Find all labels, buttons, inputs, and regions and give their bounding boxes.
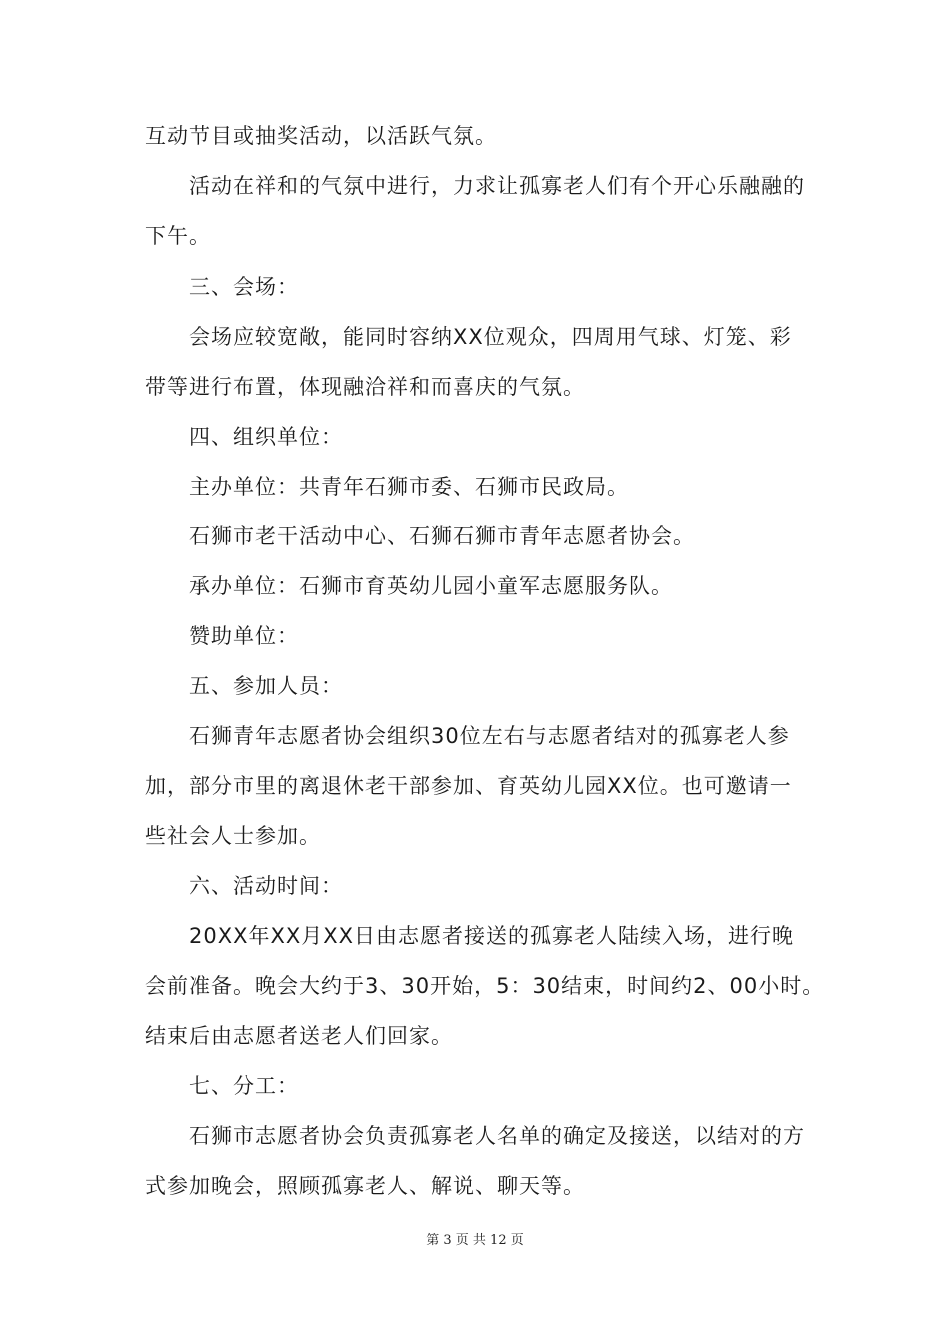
paragraph-line: 些社会人士参加。 [145, 824, 321, 848]
paragraph-line: 活动在祥和的气氛中进行，力求让孤寡老人们有个开心乐融融的 [189, 174, 805, 198]
page-number-footer: 第 3 页 共 12 页 [426, 1233, 524, 1248]
paragraph-line: 互动节目或抽奖活动，以活跃气氛。 [145, 124, 497, 148]
section-heading: 六、活动时间： [189, 874, 343, 898]
paragraph-line: 带等进行布置，体现融洽祥和而喜庆的气氛。 [145, 375, 585, 399]
paragraph-line: 石狮市老干活动中心、石狮石狮市青年志愿者协会。 [189, 524, 695, 548]
section-heading: 三、会场： [189, 275, 299, 299]
paragraph-line: 20XX年XX月XX日由志愿者接送的孤寡老人陆续入场，进行晚 [189, 924, 795, 948]
paragraph-line: 会场应较宽敞，能同时容纳XX位观众，四周用气球、灯笼、彩 [189, 325, 792, 349]
paragraph-line: 下午。 [145, 224, 211, 248]
section-heading: 五、参加人员： [189, 674, 343, 698]
paragraph-line: 赞助单位： [189, 624, 299, 648]
section-heading: 四、组织单位： [189, 425, 343, 449]
paragraph-line: 石狮青年志愿者协会组织30位左右与志愿者结对的孤寡老人参 [189, 724, 790, 748]
paragraph-line: 会前准备。晚会大约于3、30开始，5：30结束，时间约2、00小时。 [145, 974, 825, 998]
paragraph-line: 式参加晚会，照顾孤寡老人、解说、聊天等。 [145, 1174, 585, 1198]
paragraph-line: 加，部分市里的离退休老干部参加、育英幼儿园XX位。也可邀请一 [145, 774, 792, 798]
paragraph-line: 主办单位：共青年石狮市委、石狮市民政局。 [189, 475, 629, 499]
paragraph-line: 结束后由志愿者送老人们回家。 [145, 1024, 453, 1048]
paragraph-line: 石狮市志愿者协会负责孤寡老人名单的确定及接送，以结对的方 [189, 1124, 805, 1148]
paragraph-line: 承办单位：石狮市育英幼儿园小童军志愿服务队。 [189, 574, 673, 598]
section-heading: 七、分工： [189, 1074, 299, 1098]
